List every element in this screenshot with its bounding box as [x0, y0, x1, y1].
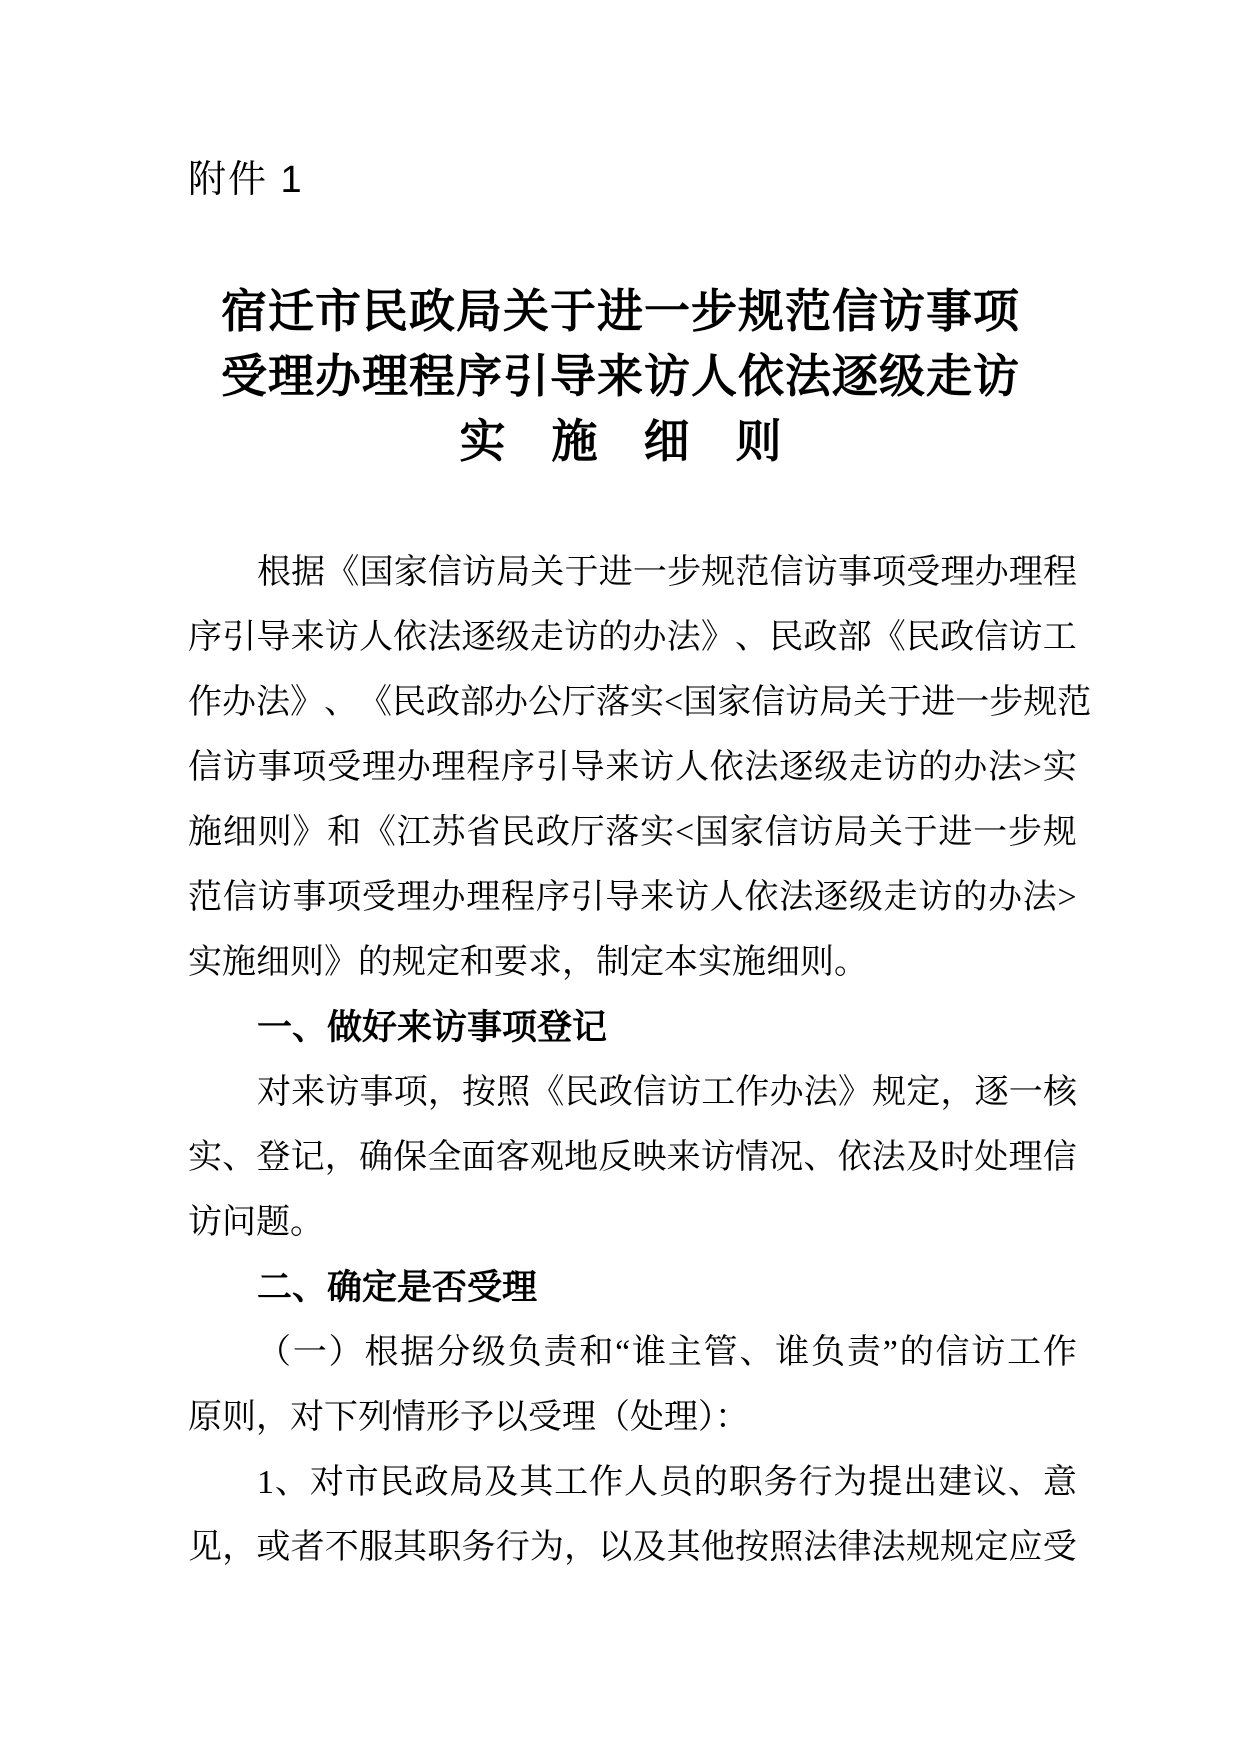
body-line: 1 、 对 市 民 政 局 及 其 工 作 人 员 的 职 务 行 为 提 出 建 议 、 意	[257, 1464, 1077, 1501]
body-line: 根 据 《 国 家 信 访 局 关 于 进 一 步 规 范 信 访 事 项 受 理 办 理 程	[257, 554, 1077, 591]
document-body	[188, 540, 1092, 1580]
title-line-1: 宿迁市民政局关于进一步规范信访事项	[221, 285, 1020, 337]
document-title	[0, 279, 1241, 474]
title-line-2: 受理办理程序引导来访人依法逐级走访	[221, 350, 1020, 402]
body-line: 施 细 则 》 和 《 江 苏 省 民 政 厅 落 实 < 国 家 信 访 局 关 于 进 一 步 规	[188, 814, 1077, 851]
section-heading: 二、确定是否受理	[257, 1268, 538, 1307]
body-line: 实 、 登 记 ， 确 保 全 面 客 观 地 反 映 来 访 情 况 、 依 法 及 时 处 理 信	[188, 1139, 1077, 1176]
body-line: 作 办 法 》 、 《 民 政 部 办 公 厅 落 实 < 国 家 信 访 局 关 于 进 一 步 规 范	[188, 684, 1092, 721]
body-line: 实施细则》的规定和要求，制定本实施细则。	[188, 944, 868, 981]
body-line: 见 ， 或 者 不 服 其 职 务 行 为 ， 以 及 其 他 按 照 法 律 法 规 规 定 应 受	[188, 1529, 1077, 1566]
body-line: 对 来 访 事 项 ， 按 照 《 民 政 信 访 工 作 办 法 》 规 定 ， 逐 一 核	[257, 1074, 1077, 1111]
body-line: 原则，对下列情形予以受理（处理）：	[188, 1399, 749, 1436]
body-line: 序 引 导 来 访 人 依 法 逐 级 走 访 的 办 法 》 、 民 政 部 《 民 政 信 访 工	[188, 619, 1077, 656]
body-line: （ 一 ） 根 据 分 级 负 责 和 “ 谁 主 管 、 谁 负 责 ” 的 信 访 工 作	[257, 1334, 1077, 1371]
section-heading: 一、做好来访事项登记	[257, 1008, 608, 1047]
body-line: 范 信 访 事 项 受 理 办 理 程 序 引 导 来 访 人 依 法 逐 级 走 访 的 办 法 >	[188, 879, 1077, 916]
title-line-3: 实施细则	[459, 415, 828, 467]
body-line: 访问题。	[188, 1204, 324, 1241]
attachment-label: 附件 1	[188, 159, 304, 201]
body-line: 信 访 事 项 受 理 办 理 程 序 引 导 来 访 人 依 法 逐 级 走 访 的 办 法 > 实	[188, 749, 1077, 786]
